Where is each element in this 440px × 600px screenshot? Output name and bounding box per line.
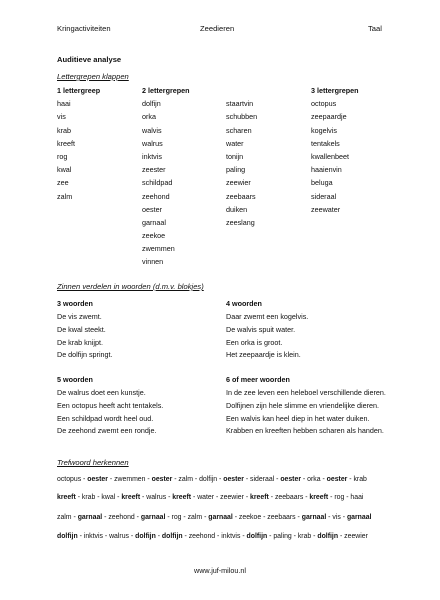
keyword-highlight: garnaal <box>301 514 327 521</box>
keyword-highlight: dolfijn <box>57 533 78 540</box>
word-item: water <box>226 138 244 148</box>
word-item: sideraal <box>311 191 337 201</box>
word-item: zalm <box>57 191 73 201</box>
keyword-highlight: oester <box>280 476 301 483</box>
word-item: walvis <box>142 125 162 135</box>
sentence-block-4-words <box>226 297 308 362</box>
word-item: zeekoe <box>142 231 166 241</box>
keyword-highlight: oester <box>87 476 108 483</box>
word-item: beluga <box>311 178 333 188</box>
sentence-line: De kwal steekt. <box>57 324 106 334</box>
word-item: zeepaardje <box>311 112 347 122</box>
sentence-line: Een walvis kan heel diep in het water duiken. <box>226 413 370 423</box>
word-item: duiken <box>226 204 248 214</box>
keyword-text: - rog - haai <box>328 494 364 501</box>
column-title: 1 lettergreep <box>57 86 101 95</box>
sentence-line: De walrus doet een kunstje. <box>57 388 146 397</box>
section-title: Auditieve analyse <box>57 55 122 64</box>
keyword-text: - orka - <box>301 476 327 483</box>
keyword-text: zalm - <box>57 514 78 521</box>
sentence-line: Een orka is groot. <box>226 337 283 347</box>
keyword-highlight: garnaal <box>140 514 166 521</box>
word-item: tentakels <box>311 138 340 148</box>
keyword-text: - zeewier <box>338 533 368 540</box>
column-title: 3 lettergrepen <box>311 86 359 95</box>
word-item: dolfijn <box>142 99 161 109</box>
block-title: 4 woorden <box>226 299 262 308</box>
keyword-text: - paling - krab - <box>267 533 318 540</box>
keyword-line <box>57 494 363 501</box>
keyword-text: - water - zeewier - <box>191 494 251 501</box>
sentence-line: Daar zwemt een kogelvis. <box>226 312 309 321</box>
word-item: zeeslang <box>226 217 255 227</box>
keyword-highlight: dolfijn <box>246 533 268 540</box>
keyword-line <box>57 476 367 483</box>
keyword-text: - krab <box>347 476 367 483</box>
sentence-line: De vis zwemt. <box>57 312 102 321</box>
keyword-highlight: garnaal <box>346 514 372 521</box>
trefwoord-heading: Trefwoord herkennen <box>57 458 129 467</box>
zinnen-heading: Zinnen verdelen in woorden (d.m.v. blokjes) <box>57 282 204 291</box>
word-item: scharen <box>226 125 252 135</box>
keyword-highlight: kreeft <box>57 494 76 501</box>
keyword-highlight: garnaal <box>77 514 103 521</box>
word-item: zeester <box>142 165 166 175</box>
syllable-column-4 <box>311 84 359 216</box>
keyword-text: - zwemmen - <box>107 476 152 483</box>
keyword-text: - <box>155 533 162 540</box>
keyword-text: - krab - kwal - <box>75 494 122 501</box>
syllable-column-2 <box>142 84 190 269</box>
word-item: inktvis <box>142 151 162 161</box>
word-item: octopus <box>311 99 337 109</box>
syllable-column-1 <box>57 84 100 203</box>
word-item: zwemmen <box>142 244 175 254</box>
word-item: garnaal <box>142 217 166 227</box>
footer-url: www.juf-milou.nl <box>194 566 246 575</box>
keyword-text: octopus <box>57 476 82 483</box>
keyword-text: - vis - <box>326 514 347 521</box>
word-item: kreeft <box>57 138 75 148</box>
block-title: 5 woorden <box>57 375 93 384</box>
column-title: 2 lettergrepen <box>142 86 190 95</box>
keyword-text: - zeebaars - <box>268 494 310 501</box>
keyword-text: - sideraal - <box>243 476 281 483</box>
keyword-line <box>57 533 368 540</box>
sentence-line: De dolfijn springt. <box>57 350 113 360</box>
word-item: kwal <box>57 165 72 175</box>
keyword-highlight: kreeft <box>250 494 269 501</box>
sentence-line: In de zee leven een heleboel verschillende dieren. <box>226 388 386 397</box>
keyword-text: - zeehond - <box>102 514 141 521</box>
keyword-highlight: dolfijn <box>161 533 183 540</box>
sentence-line: Een schildpad wordt heel oud. <box>57 413 154 423</box>
sentence-line: De walvis spuit water. <box>226 324 296 334</box>
header-left: Kringactiviteiten <box>57 24 111 33</box>
word-item: haaienvin <box>311 165 342 175</box>
word-item: zeewater <box>311 204 341 214</box>
word-item: oester <box>142 204 162 214</box>
keyword-line <box>57 514 371 521</box>
keyword-highlight: dolfijn <box>135 533 156 540</box>
block-title: 6 of meer woorden <box>226 375 290 384</box>
word-item: haai <box>57 99 71 109</box>
sentence-block-5-words <box>57 373 163 438</box>
word-item: zeebaars <box>226 191 256 201</box>
word-item: paling <box>226 165 246 175</box>
word-item: tonijn <box>226 151 244 161</box>
header-center: Zeedieren <box>200 24 235 33</box>
word-item: schildpad <box>142 178 173 188</box>
keyword-text: - zalm - dolfijn - <box>172 476 224 483</box>
keyword-text: - rog - zalm - <box>165 514 209 521</box>
word-item: kwallenbeet <box>311 151 349 161</box>
word-item: kogelvis <box>311 125 337 135</box>
sentence-line: Dolfijnen zijn hele slimme en vriendelijke dieren. <box>226 400 380 410</box>
word-item: rog <box>57 151 68 161</box>
keyword-highlight: oester <box>151 476 173 483</box>
lettergrepen-heading: Lettergrepen klappen <box>57 72 129 81</box>
word-item: schubben <box>226 112 258 122</box>
keyword-highlight: kreeft <box>309 494 329 501</box>
keyword-highlight: garnaal <box>208 514 233 521</box>
sentence-line: Een octopus heeft acht tentakels. <box>57 400 164 410</box>
word-item: krab <box>57 125 71 135</box>
sentence-line: De krab knijpt. <box>57 337 103 347</box>
sentence-line: Het zeepaardje is klein. <box>226 350 301 360</box>
word-item: zeewier <box>226 178 251 188</box>
word-item: walrus <box>142 138 163 148</box>
header-right: Taal <box>368 24 382 33</box>
keyword-text: - zeehond - inktvis - <box>182 533 247 540</box>
syllable-column-3 <box>226 97 257 229</box>
word-item: staartvin <box>226 99 254 109</box>
block-title: 3 woorden <box>57 299 93 308</box>
word-item: vis <box>57 112 66 122</box>
word-item: zeehond <box>142 191 170 201</box>
keyword-highlight: kreeft <box>172 494 192 501</box>
sentence-line: Krabben en kreeften hebben scharen als handen. <box>226 426 384 436</box>
sentence-block-6-words <box>226 373 386 438</box>
keyword-text: - inktvis - walrus - <box>77 533 136 540</box>
word-item: zee <box>57 178 69 188</box>
keyword-highlight: oester <box>223 476 244 483</box>
sentence-block-3-words <box>57 297 113 362</box>
sentence-line: De zeehond zwemt een rondje. <box>57 426 157 436</box>
keyword-text: - zeekoe - zeebaars - <box>232 514 302 521</box>
keyword-highlight: oester <box>326 476 348 483</box>
keyword-text: - walrus - <box>140 494 173 501</box>
keyword-text: - <box>81 476 88 483</box>
word-item: vinnen <box>142 257 164 267</box>
keyword-highlight: kreeft <box>121 494 141 501</box>
keyword-highlight: dolfijn <box>317 533 339 540</box>
word-item: orka <box>142 112 156 122</box>
